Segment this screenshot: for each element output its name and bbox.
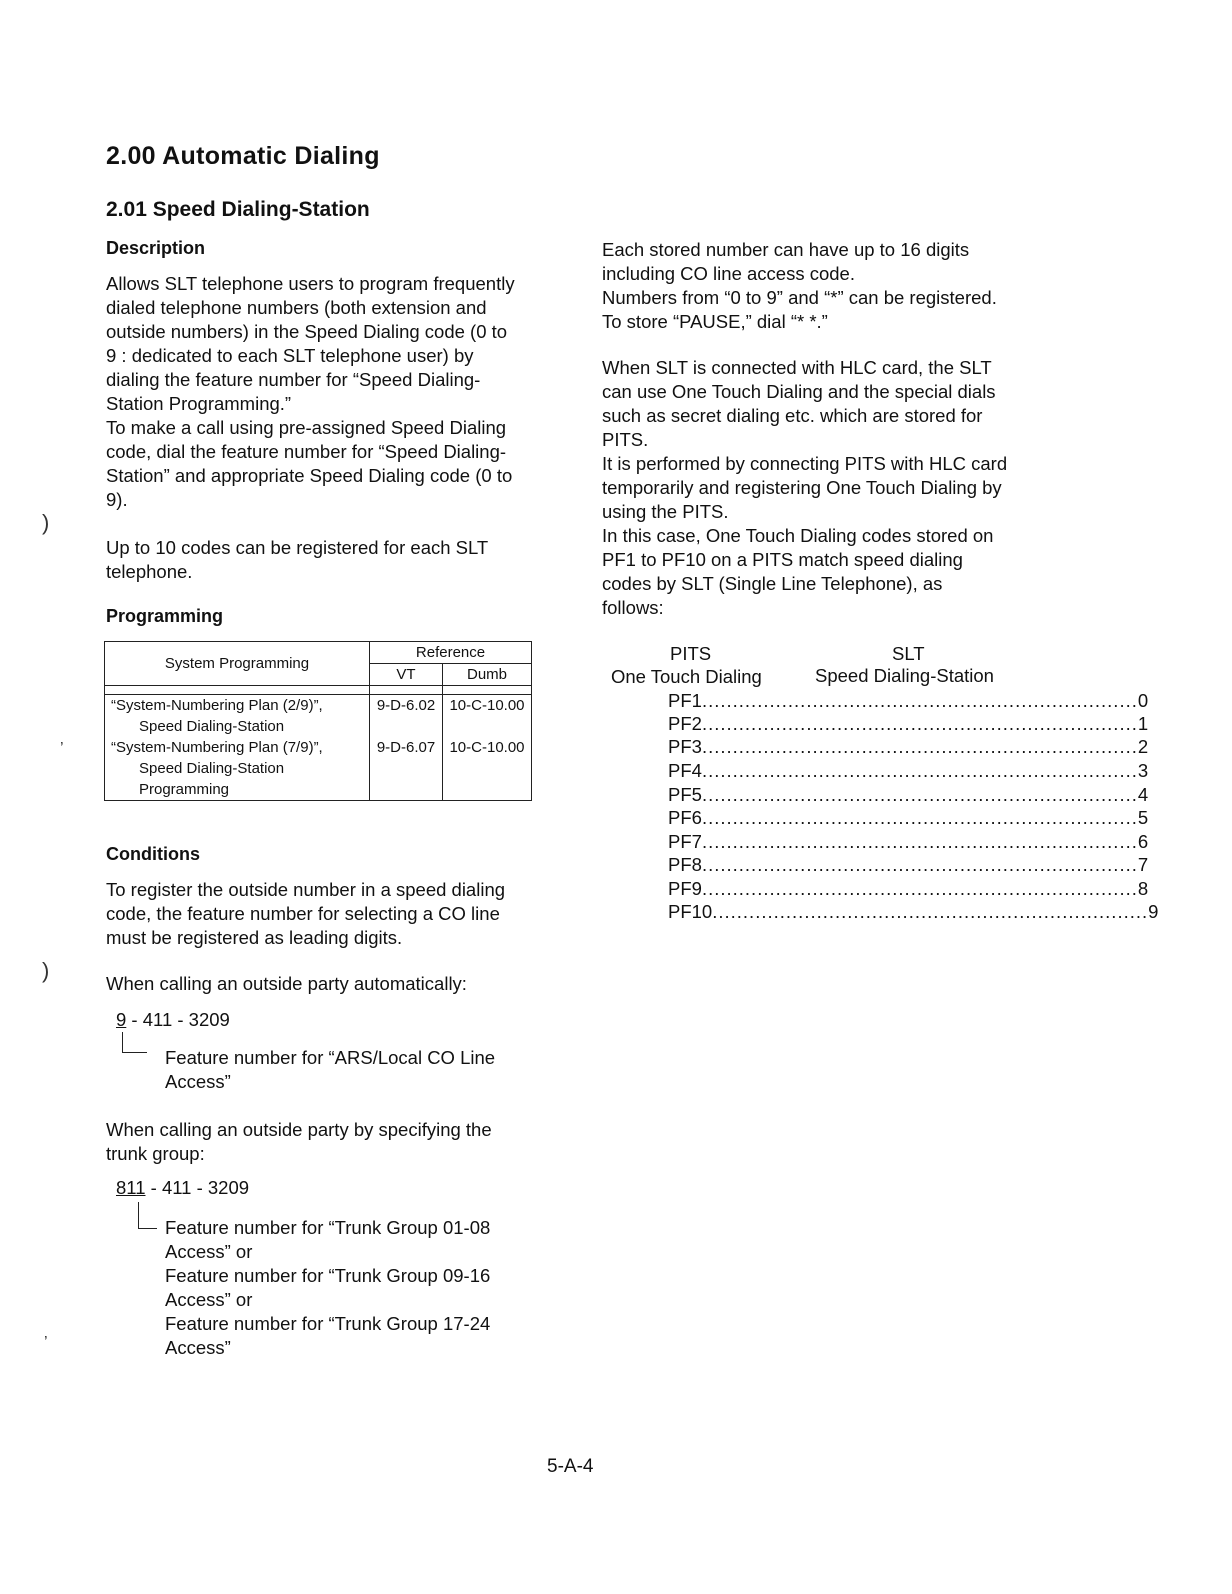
margin-mark: ’ xyxy=(44,1334,48,1351)
table-cell-text: Speed Dialing-Station xyxy=(139,718,285,735)
description-heading: Description xyxy=(106,238,206,258)
speed-code: 1 xyxy=(1137,713,1149,734)
conditions-paragraph xyxy=(106,878,505,950)
example1-intro: When calling an outside party automatically: xyxy=(106,973,467,994)
pf-key: PF7 xyxy=(668,831,702,852)
text-line: trunk group: xyxy=(106,1143,205,1164)
text-line: code, the feature number for selecting a CO line xyxy=(106,903,500,924)
mapping-row: PF5 ....................................................................... 4 xyxy=(668,784,1149,805)
pf-key: PF2 xyxy=(668,713,702,734)
text-line: Access” xyxy=(165,1071,231,1092)
speed-code: 5 xyxy=(1137,807,1149,828)
mapping-row: PF4 ....................................................................... 3 xyxy=(668,760,1149,781)
margin-mark: ’ xyxy=(60,740,64,757)
text-line: temporarily and registering One Touch Dialing by xyxy=(602,477,1002,498)
mapping-row: PF9 ....................................................................... 8 xyxy=(668,878,1149,899)
col-dumb: Dumb xyxy=(443,664,532,686)
text-line: Feature number for “Trunk Group 17-24 xyxy=(165,1313,491,1334)
mapping-row: PF6 ....................................................................... 5 xyxy=(668,807,1149,828)
text-line: using the PITS. xyxy=(602,501,729,522)
mapping-row: PF10 ....................................................................... 9 xyxy=(668,901,1159,922)
text-line: When calling an outside party by specifying the xyxy=(106,1119,492,1140)
text-line: To store “PAUSE,” dial “* *.” xyxy=(602,311,828,332)
text-line: must be registered as leading digits. xyxy=(106,927,403,948)
phone-number: - 411 - 3209 xyxy=(126,1009,230,1030)
pf-key: PF5 xyxy=(668,784,702,805)
text-line: 9). xyxy=(106,489,128,510)
text-line: 9 : dedicated to each SLT telephone user) by xyxy=(106,345,474,366)
speed-code: 2 xyxy=(1137,736,1149,757)
mapping-row: PF1 ....................................................................... 0 xyxy=(668,690,1149,711)
pf-key: PF8 xyxy=(668,854,702,875)
table-cell-text: Programming xyxy=(139,781,230,798)
text-line: can use One Touch Dialing and the special dials xyxy=(602,381,996,402)
text-line: To make a call using pre-assigned Speed Dialing xyxy=(106,417,507,438)
table-cell-text: Speed Dialing-Station xyxy=(139,760,285,777)
table-cell-dumb: 10-C-10.00 xyxy=(443,695,532,738)
speed-code: 3 xyxy=(1137,760,1149,781)
speed-code: 6 xyxy=(1137,831,1149,852)
table-row xyxy=(105,695,532,738)
pf-key: PF3 xyxy=(668,736,702,757)
table-cell-vt: 9-D-6.07 xyxy=(370,737,443,801)
margin-mark: ) xyxy=(42,510,50,535)
text-line: When SLT is connected with HLC card, the SLT xyxy=(602,357,992,378)
text-line: Feature number for “ARS/Local CO Line xyxy=(165,1047,496,1068)
text-line: Station Programming.” xyxy=(106,393,292,414)
programming-heading: Programming xyxy=(106,606,224,626)
col-reference: Reference xyxy=(370,642,532,664)
table-row xyxy=(105,737,532,801)
pf-key: PF10 xyxy=(668,901,713,922)
table-cell-text: “System-Numbering Plan (2/9)”, xyxy=(111,697,323,714)
text-line: Allows SLT telephone users to program frequently xyxy=(106,273,515,294)
col-vt: VT xyxy=(370,664,443,686)
table-cell-text: “System-Numbering Plan (7/9)”, xyxy=(111,739,323,756)
speed-code: 4 xyxy=(1137,784,1149,805)
text-line: Access” or xyxy=(165,1241,253,1262)
right-paragraph-2 xyxy=(602,356,1007,620)
conditions-heading: Conditions xyxy=(106,844,200,864)
example1-notes xyxy=(165,1046,495,1094)
text-line: Each stored number can have up to 16 digits xyxy=(602,239,970,260)
bracket-connector xyxy=(138,1202,157,1229)
example1-number xyxy=(116,1008,230,1032)
pf-key: PF6 xyxy=(668,807,702,828)
mapping-left-header: PITS xyxy=(670,643,712,664)
mapping-row: PF8 ....................................................................... 7 xyxy=(668,854,1149,875)
page-number: 5-A-4 xyxy=(547,1456,594,1477)
example2-intro xyxy=(106,1118,492,1166)
text-line: PF1 to PF10 on a PITS match speed dialing xyxy=(602,549,963,570)
example2-notes xyxy=(165,1216,490,1360)
section-title: 2.00 Automatic Dialing xyxy=(106,142,380,170)
pf-key: PF9 xyxy=(668,878,702,899)
feature-number-prefix: 811 xyxy=(116,1177,146,1198)
text-line: Up to 10 codes can be registered for each SLT xyxy=(106,537,489,558)
speed-code: 8 xyxy=(1137,878,1149,899)
margin-mark: ) xyxy=(42,958,50,983)
section-subtitle: 2.01 Speed Dialing-Station xyxy=(106,198,370,221)
bracket-connector xyxy=(122,1032,147,1053)
text-line: Access” xyxy=(165,1337,231,1358)
table-cell-vt: 9-D-6.02 xyxy=(370,695,443,738)
table-cell-dumb: 10-C-10.00 xyxy=(443,737,532,801)
mapping-row: PF2 ....................................................................... 1 xyxy=(668,713,1149,734)
text-line: Feature number for “Trunk Group 09-16 xyxy=(165,1265,491,1286)
text-line: dialed telephone numbers (both extension and xyxy=(106,297,487,318)
text-line: telephone. xyxy=(106,561,193,582)
text-line: It is performed by connecting PITS with HLC card xyxy=(602,453,1008,474)
mapping-left-subheader: One Touch Dialing xyxy=(611,666,762,687)
text-line: such as secret dialing etc. which are stored for xyxy=(602,405,983,426)
pf-key: PF4 xyxy=(668,760,702,781)
text-line: follows: xyxy=(602,597,664,618)
phone-number: - 411 - 3209 xyxy=(145,1177,250,1198)
description-paragraph xyxy=(106,272,515,584)
pf-key: PF1 xyxy=(668,690,702,711)
text-line: In this case, One Touch Dialing codes stored on xyxy=(602,525,994,546)
speed-code: 9 xyxy=(1148,901,1159,922)
mapping-right-header: SLT xyxy=(892,643,925,664)
text-line: codes by SLT (Single Line Telephone), as xyxy=(602,573,943,594)
text-line: code, dial the feature number for “Speed Dialing- xyxy=(106,441,507,462)
text-line: PITS. xyxy=(602,429,649,450)
text-line: Access” or xyxy=(165,1289,253,1310)
example2-number xyxy=(116,1176,249,1200)
speed-code: 7 xyxy=(1137,854,1149,875)
text-line: Numbers from “0 to 9” and “*” can be registered. xyxy=(602,287,997,308)
text-line: To register the outside number in a speed dialing xyxy=(106,879,506,900)
mapping-row: PF7 ....................................................................... 6 xyxy=(668,831,1149,852)
speed-code: 0 xyxy=(1137,690,1149,711)
col-system-programming: System Programming xyxy=(105,642,370,686)
text-line: including CO line access code. xyxy=(602,263,855,284)
right-paragraph-1 xyxy=(602,238,997,334)
mapping-row: PF3 ....................................................................... 2 xyxy=(668,736,1149,757)
feature-number-prefix: 9 xyxy=(116,1009,127,1030)
mapping-right-subheader: Speed Dialing-Station xyxy=(815,665,994,686)
text-line: dialing the feature number for “Speed Dialing- xyxy=(106,369,481,390)
text-line: outside numbers) in the Speed Dialing code (0 to xyxy=(106,321,508,342)
text-line: Station” and appropriate Speed Dialing code (0 to xyxy=(106,465,513,486)
reference-table xyxy=(104,641,532,801)
text-line: Feature number for “Trunk Group 01-08 xyxy=(165,1217,491,1238)
